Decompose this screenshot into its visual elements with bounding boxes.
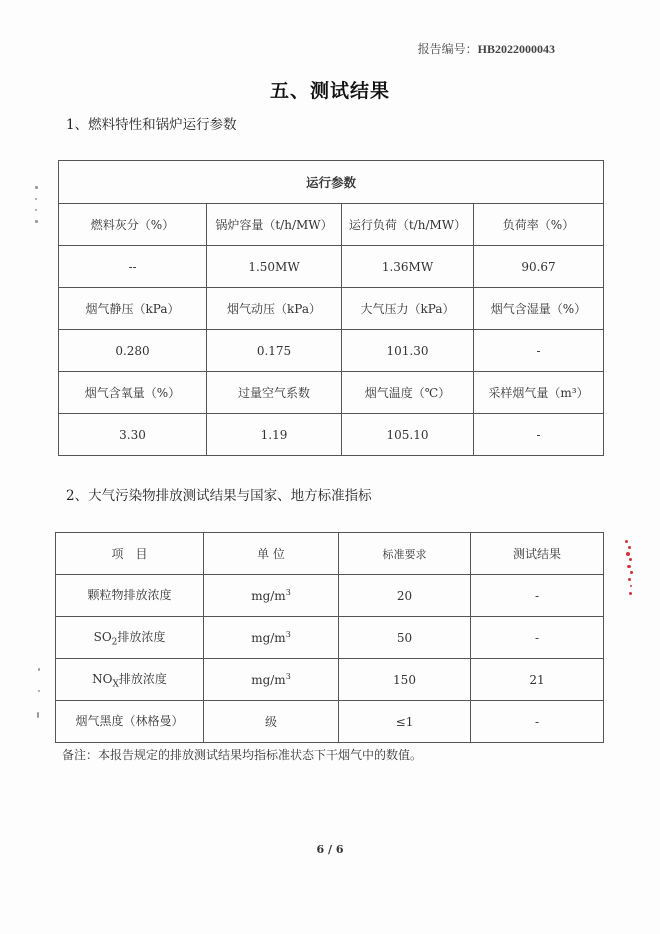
table-cell: 采样烟气量（m³） xyxy=(474,372,604,414)
unit-cell: 级 xyxy=(204,701,339,743)
emission-heading: 2、大气污染物排放测试结果与国家、地方标准指标 xyxy=(66,488,372,504)
seal-fragment xyxy=(624,540,634,595)
table-cell: - xyxy=(474,414,604,456)
table-row xyxy=(59,246,604,288)
table-row xyxy=(56,659,604,701)
standard-cell: 50 xyxy=(339,617,471,659)
scan-mark xyxy=(37,712,39,718)
table-cell: 1.50MW xyxy=(207,246,342,288)
table-title-row xyxy=(59,161,604,204)
footnote: 备注：本报告规定的排放测试结果均指标准状态下干烟气中的数值。 xyxy=(62,748,423,762)
item-cell: $NO_X$排放浓度 xyxy=(56,659,204,701)
table-row xyxy=(56,575,604,617)
table-row xyxy=(56,701,604,743)
table-row xyxy=(59,372,604,414)
table-cell: - xyxy=(474,330,604,372)
table-cell: 105.10 xyxy=(342,414,474,456)
operating-parameters-table xyxy=(58,160,604,456)
table-title: 运行参数 xyxy=(59,161,604,204)
item-cell: $SO_2$排放浓度 xyxy=(56,617,204,659)
scan-mark xyxy=(38,668,40,671)
result-cell: - xyxy=(471,617,604,659)
item-cell: 颗粒物排放浓度 xyxy=(56,575,204,617)
table-cell: 1.19 xyxy=(207,414,342,456)
result-cell: 21 xyxy=(471,659,604,701)
table-row xyxy=(56,617,604,659)
standard-cell: 20 xyxy=(339,575,471,617)
section-title: 五、测试结果 xyxy=(269,80,390,102)
table-row xyxy=(59,330,604,372)
table-cell: 烟气动压（kPa） xyxy=(207,288,342,330)
report-number-label: 报告编号： xyxy=(417,42,478,56)
standard-cell: ≤1 xyxy=(339,701,471,743)
table-cell: -- xyxy=(59,246,207,288)
column-header: 标准要求 xyxy=(339,533,471,575)
table-cell: 大气压力（kPa） xyxy=(342,288,474,330)
table-cell: 0.280 xyxy=(59,330,207,372)
unit-cell: $mg/m^3$ xyxy=(204,575,339,617)
table-cell: 90.67 xyxy=(474,246,604,288)
table-cell: 101.30 xyxy=(342,330,474,372)
scan-mark xyxy=(38,690,40,692)
table-header-row xyxy=(56,533,604,575)
report-number-value: HB2022000043 xyxy=(477,42,555,56)
table-cell: 烟气静压（kPa） xyxy=(59,288,207,330)
report-number xyxy=(418,40,555,57)
table-cell: 运行负荷（t/h/MW） xyxy=(342,204,474,246)
table-row xyxy=(59,288,604,330)
table-cell: 烟气温度（℃） xyxy=(342,372,474,414)
table-cell: 0.175 xyxy=(207,330,342,372)
scan-mark xyxy=(35,220,38,223)
table-cell: 1.36MW xyxy=(342,246,474,288)
table-cell: 烟气含氧量（%） xyxy=(59,372,207,414)
table-cell: 燃料灰分（%） xyxy=(59,204,207,246)
table-cell: 3.30 xyxy=(59,414,207,456)
page-number: 6 / 6 xyxy=(316,843,344,856)
table-cell: 锅炉容量（t/h/MW） xyxy=(207,204,342,246)
column-header: 项 目 xyxy=(56,533,204,575)
emission-results-table xyxy=(55,532,604,743)
table-cell: 烟气含湿量（%） xyxy=(474,288,604,330)
table-row xyxy=(59,204,604,246)
scan-mark xyxy=(35,198,37,200)
table-cell: 负荷率（%） xyxy=(474,204,604,246)
scan-mark xyxy=(35,186,38,189)
fuel-boiler-heading: 1、燃料特性和锅炉运行参数 xyxy=(66,117,237,133)
result-cell: - xyxy=(471,701,604,743)
standard-cell: 150 xyxy=(339,659,471,701)
unit-cell: $mg/m^3$ xyxy=(204,617,339,659)
item-cell: 烟气黑度（林格曼） xyxy=(56,701,204,743)
table-row xyxy=(59,414,604,456)
unit-cell: $mg/m^3$ xyxy=(204,659,339,701)
table-cell: 过量空气系数 xyxy=(207,372,342,414)
scan-mark xyxy=(35,209,37,211)
result-cell: - xyxy=(471,575,604,617)
column-header: 测试结果 xyxy=(471,533,604,575)
column-header: 单 位 xyxy=(204,533,339,575)
